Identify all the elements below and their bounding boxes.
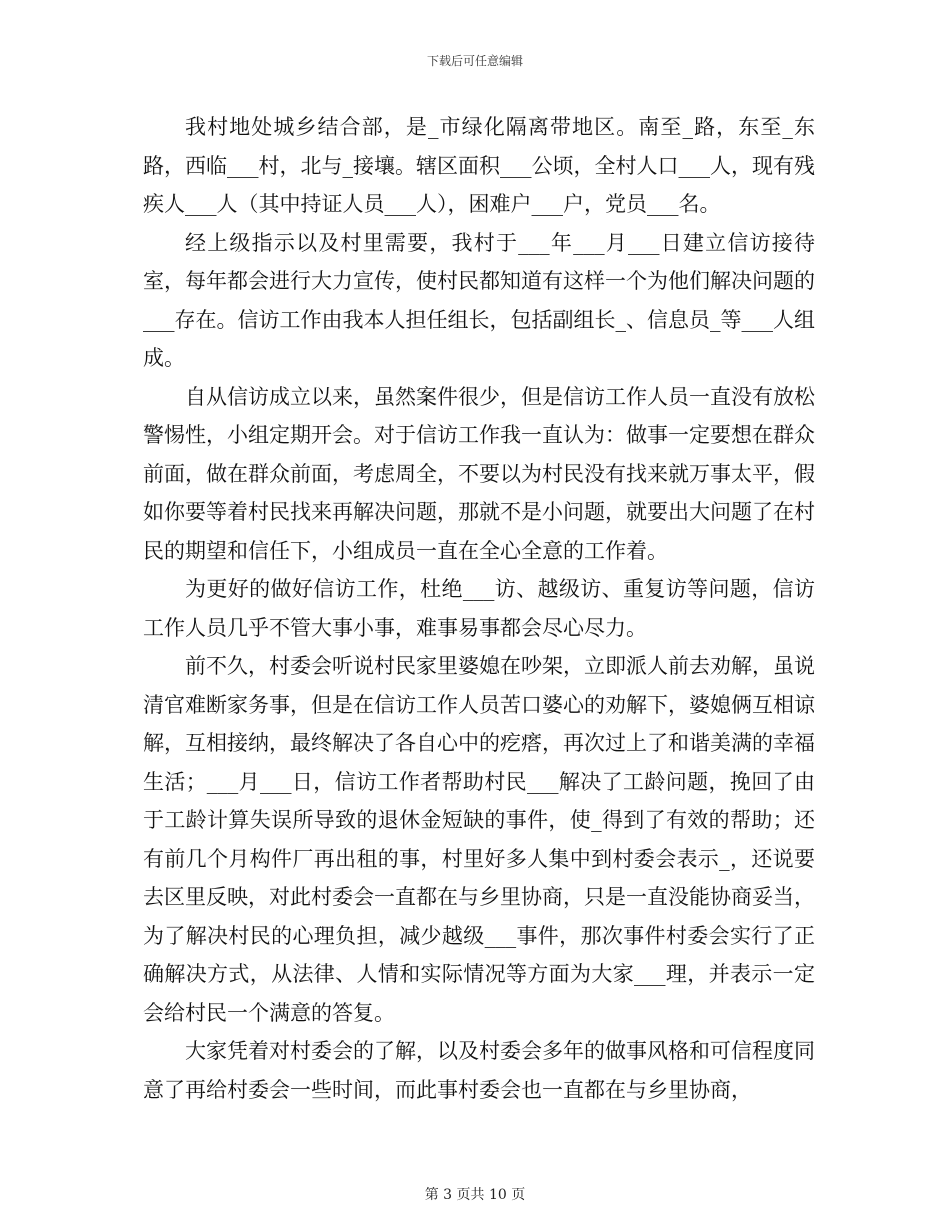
page-number: 第 3 页共 10 页 <box>424 1187 526 1203</box>
paragraph-villager-trust: 大家凭着对村委会的了解，以及村委会多年的做事风格和可信程度同意了再给村委会一些时间，而此事村委会也一直都在与乡里协商， <box>143 1039 815 1102</box>
paragraph-village-overview: 我村地处城乡结合部，是_市绿化隔离带地区。南至_路，东至_东路，西临___村，北与_接壤。辖区面积___公顷，全村人口___人，现有残疾人___人（其中持证人员___人），困难户___户，党员___名。 <box>143 115 815 216</box>
paragraph-reception-room: 经上级指示以及村里需要，我村于___年___月___日建立信访接待室，每年都会进行大力宣传，使村民都知道有这样一个为他们解决问题的___存在。信访工作由我本人担任组长，包括副组长_、信息员_等___人组成。 <box>143 230 815 370</box>
page-header: 下载后可任意编辑 <box>426 54 523 68</box>
document-body <box>143 108 815 1109</box>
paragraph-work-attitude: 自从信访成立以来，虽然案件很少，但是信访工作人员一直没有放松警惕性，小组定期开会。对于信访工作我一直认为：做事一定要想在群众前面，做在群众前面，考虑周全，不要以为村民没有找来就万事太平，假如你要等着村民找来再解决问题，那就不是小问题，就要出大问题了在村民的期望和信任下，小组成员一直在全心全意的工作着。 <box>143 384 815 563</box>
paragraph-case-examples: 前不久，村委会听说村民家里婆媳在吵架，立即派人前去劝解，虽说清官难断家务事，但是在信访工作人员苦口婆心的劝解下，婆媳俩互相谅解，互相接纳，最终解决了各自心中的疙瘩，再次过上了和谐美满的幸福生活；___月___日，信访工作者帮助村民___解决了工龄问题，挽回了由于工龄计算失误所导致的退休金短缺的事件，使_得到了有效的帮助；还有前几个月构件厂再出租的事，村里好多人集中到村委会表示_，还说要去区里反映，对此村委会一直都在与乡里协商，只是一直没能协商妥当，为了解决村民的心理负担，减少越级___事件，那次事件村委会实行了正确解决方式，从法律、人情和实际情况等方面为大家___理，并表示一定会给村民一个满意的答复。 <box>143 654 815 1025</box>
paragraph-prevent-petitions: 为更好的做好信访工作，杜绝___访、越级访、重复访等问题，信访工作人员几乎不管大事小事，难事易事都会尽心尽力。 <box>143 577 815 640</box>
